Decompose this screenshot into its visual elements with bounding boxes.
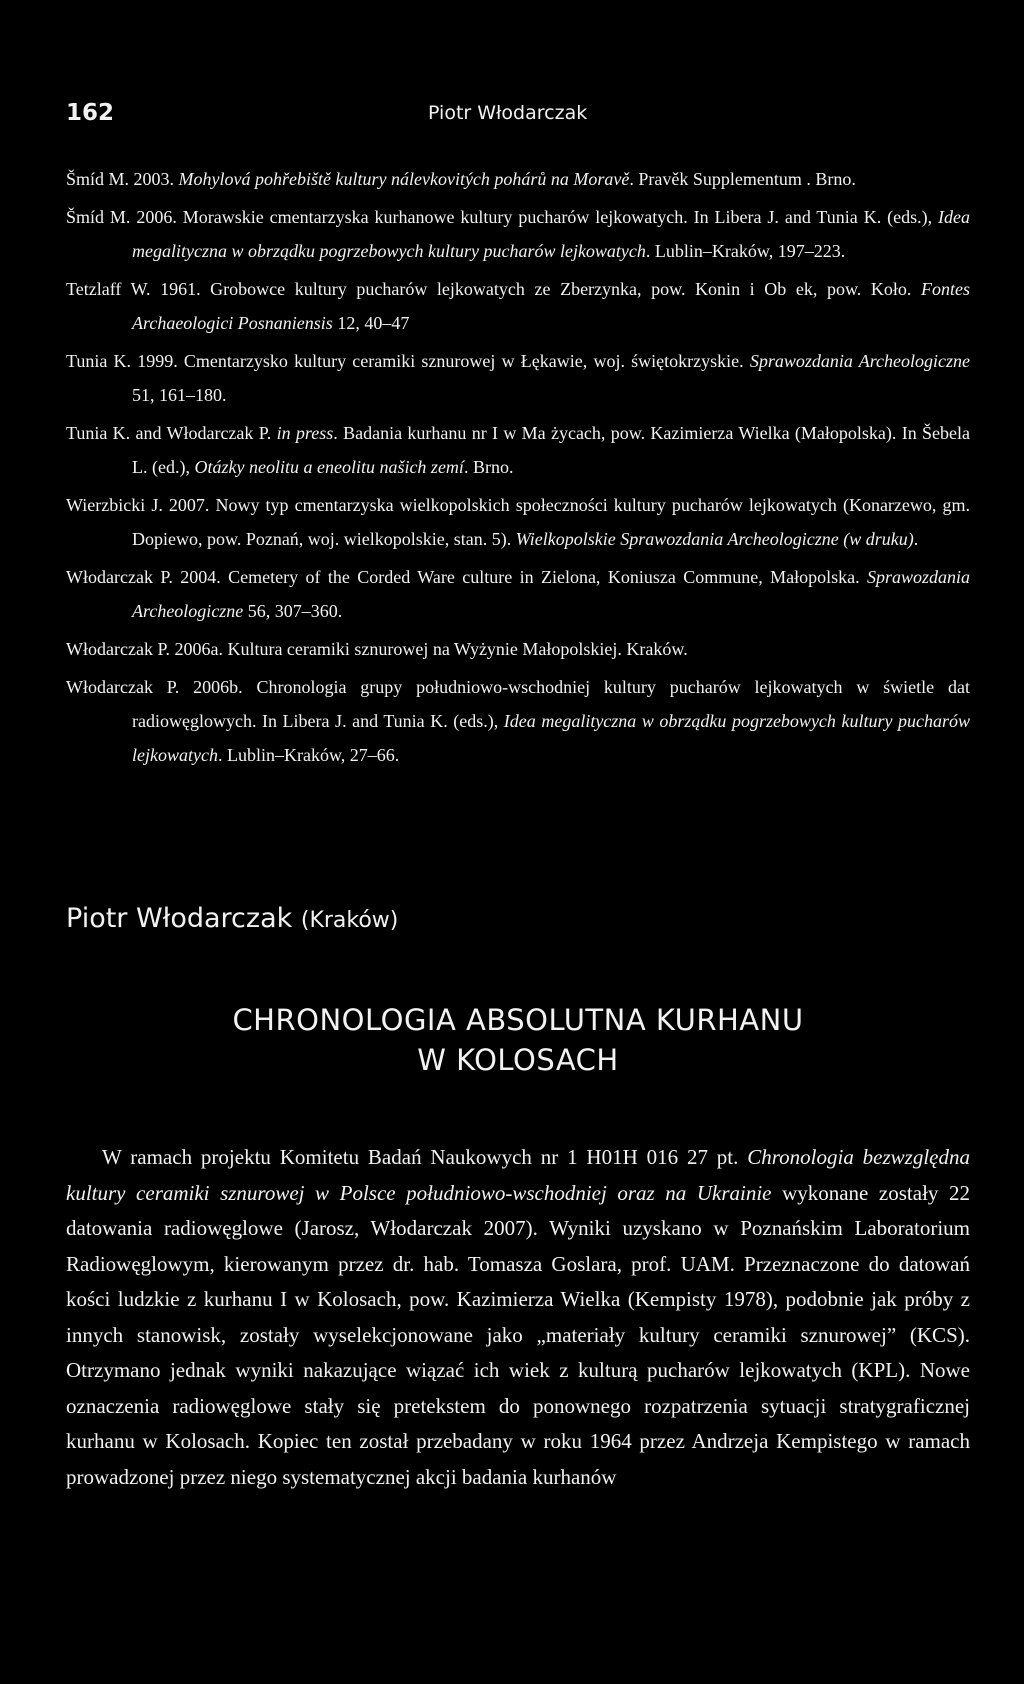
page-number: 162 [66,100,115,126]
reference-entry: Tunia K. 1999. Cmentarzysko kultury ceramiki sznurowej w Łękawie, woj. świętokrzyskie. Sprawozdania Archeologiczne 51, 161–180. [66,351,970,405]
page-header [66,100,966,130]
reference-entry: Šmíd M. 2006. Morawskie cmentarzyska kurhanowe kultury pucharów lejkowatych. In Libera J. and Tunia K. (eds.), Idea megalityczna w obrządku pogrzebowych kultury pucharów lejkowatych. Lublin–Kraków, 197–223. [66,207,970,261]
running-head: Piotr Włodarczak [428,102,588,124]
reference-entry: Włodarczak P. 2004. Cemetery of the Corded Ware culture in Zielona, Koniusza Commune, Małopolska. Sprawozdania Archeologiczne 56, 307–360. [66,567,970,621]
title-line-1: CHRONOLOGIA ABSOLUTNA KURHANU [232,1003,804,1037]
article-author [66,903,398,934]
author-name: Piotr Włodarczak [66,903,293,934]
reference-entry: Włodarczak P. 2006b. Chronologia grupy południowo-wschodniej kultury pucharów lejkowatych w świetle dat radiowęglowych. In Libera J. and Tunia K. (eds.), Idea megalityczna w obrządku pogrzebowych kultury pucharów lejkowatych. Lublin–Kraków, 27–66. [66,677,970,765]
reference-entry: Tetzlaff W. 1961. Grobowce kultury pucharów lejkowatych ze Zberzynka, pow. Konin i Ob ek, pow. Koło. Fontes Archaeologici Posnaniensis 12, 40–47 [66,279,970,333]
reference-entry: Wierzbicki J. 2007. Nowy typ cmentarzyska wielkopolskich społeczności kultury pucharów lejkowatych (Konarzewo, gm. Dopiewo, pow. Poznań, woj. wielkopolskie, stan. 5). Wielkopolskie Sprawozdania Archeologiczne (w druku). [66,495,970,549]
article-title [66,1000,970,1080]
reference-entry: Šmíd M. 2003. Mohylová pohřebiště kultury nálevkovitých pohárů na Moravě. Pravěk Supplementum . Brno. [66,169,856,189]
title-line-2: W KOLOSACH [417,1043,619,1077]
reference-entry: Włodarczak P. 2006a. Kultura ceramiki sznurowej na Wyżynie Małopolskiej. Kraków. [66,639,688,659]
body-paragraph: W ramach projektu Komitetu Badań Naukowych nr 1 H01H 016 27 pt. Chronologia bezwzględna kultury ceramiki sznurowej w Polsce południowo-wschodniej oraz na Ukrainie wykonane zostały 22 datowania radiowęglowe (Jarosz, Włodarczak 2007). Wyniki uzyskano w Poznańskim Laboratorium Radiowęglowym, kierowanym przez dr. hab. Tomasza Goslara, prof. UAM. Przeznaczone do datowań kości ludzkie z kurhanu I w Kolosach, pow. Kazimierza Wielka (Kempisty 1978), podobnie jak próby z innych stanowisk, zostały wyselekcjonowane jako „materiały kultury ceramiki sznurowej” (KCS). Otrzymano jednak wyniki nakazujące wiązać ich wiek z kulturą pucharów lejkowatych (KPL). Nowe oznaczenia radiowęglowe stały się pretekstem do ponownego rozpatrzenia sytuacji stratygraficznej kurhanu w Kolosach. Kopiec ten został przebadany w roku 1964 przez Andrzeja Kempistego w ramach prowadzonej przez niego systematycznej akcji badania kurhanów [66,1145,970,1489]
reference-entry: Tunia K. and Włodarczak P. in press. Badania kurhanu nr I w Ma życach, pow. Kazimierza Wielka (Małopolska). In Šebela L. (ed.), Otázky neolitu a eneolitu našich zemí. Brno. [66,423,971,477]
author-city: (Kraków) [300,908,399,933]
reference-list [66,162,970,776]
